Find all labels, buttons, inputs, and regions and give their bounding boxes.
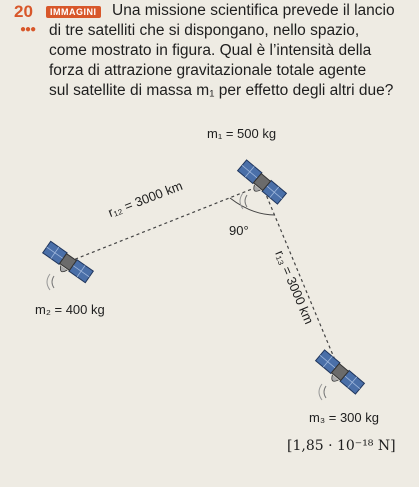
right-angle-arc xyxy=(230,198,275,215)
answer: [1,85 · 10⁻¹⁸ N] xyxy=(287,438,396,454)
problem-line: Una missione scientifica prevede il lancio xyxy=(112,2,395,19)
satellite-m1-icon xyxy=(235,160,287,208)
satellite-m2-icon xyxy=(40,241,93,286)
satellite-m3-icon xyxy=(313,350,365,398)
difficulty-dots: ●●● xyxy=(20,24,36,35)
m2-label: m₂ = 400 kg xyxy=(35,302,105,317)
m3-label: m₃ = 300 kg xyxy=(309,410,379,425)
angle-label: 90° xyxy=(229,223,249,238)
problem-number: 20 xyxy=(14,2,33,21)
m1-label: m₁ = 500 kg xyxy=(207,126,277,141)
r13-label: r₁₃ = 3000 km xyxy=(272,248,317,327)
r13-line xyxy=(262,185,340,372)
problem-line: sul satellite di massa m₁ per effetto degli altri due? xyxy=(49,82,394,99)
images-tag: IMMAGINI xyxy=(46,6,101,18)
problem-line: forza di attrazione gravitazionale totale agente xyxy=(49,62,367,79)
problem-line: di tre satelliti che si dispongano, nello spazio, xyxy=(49,22,360,39)
r12-label: r₁₂ = 3000 km xyxy=(106,177,185,221)
problem-line: come mostrato in figura. Qual è l’intensità della xyxy=(49,42,372,59)
